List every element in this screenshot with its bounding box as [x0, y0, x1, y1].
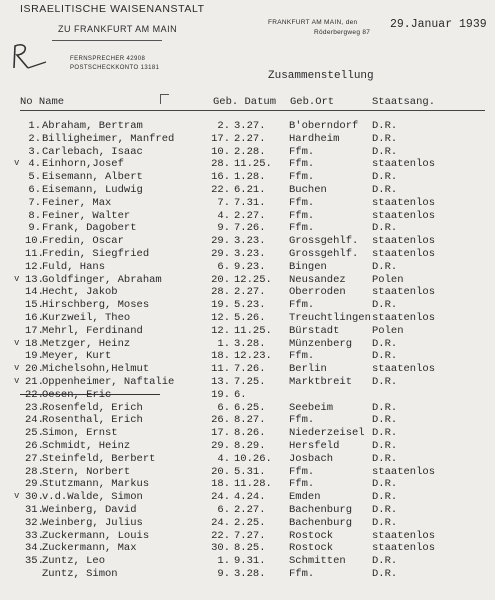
row-birth-place: Emden — [289, 491, 321, 504]
row-birth-day: 4. — [217, 209, 230, 222]
row-name: Schmidt, Heinz — [42, 439, 131, 452]
row-birth-place: Ffm. — [289, 209, 315, 222]
row-birth-place: Ffm. — [289, 414, 315, 427]
row-birth-month-year: 4.24. — [234, 491, 266, 504]
letterhead-place-label: FRANKFURT AM MAIN, den — [268, 19, 358, 26]
row-birth-place: Grossgehlf. — [289, 247, 359, 260]
row-birth-place: Ffm. — [289, 145, 315, 158]
row-birth-day: 17. — [211, 132, 230, 145]
row-birth-day: 12. — [211, 311, 230, 324]
row-number: 17. — [25, 324, 44, 337]
row-birth-place: Ffm. — [289, 222, 315, 235]
row-birth-place: Hardheim — [289, 132, 340, 145]
row-nationality: D.R. — [372, 401, 398, 414]
row-birth-place: B'oberndorf — [289, 120, 359, 132]
strikethrough-line — [20, 394, 160, 395]
row-birth-day: 24. — [211, 491, 230, 504]
header-birth-date: Geb. Datum — [213, 96, 277, 108]
list-row — [0, 376, 495, 389]
list-row — [0, 555, 495, 568]
list-row — [0, 466, 495, 479]
check-mark: v — [14, 158, 20, 169]
row-nationality: D.R. — [372, 555, 398, 568]
row-birth-place: Seebeim — [289, 401, 334, 414]
row-birth-day: 4. — [217, 452, 230, 465]
list-row — [0, 235, 495, 248]
check-mark: v — [14, 363, 20, 374]
row-birth-place: Schmitten — [289, 555, 346, 568]
list-row — [0, 325, 495, 338]
row-number: 22. — [25, 388, 44, 401]
row-nationality: staatenlos — [372, 465, 436, 478]
row-nationality: Polen — [372, 324, 404, 337]
row-nationality: D.R. — [372, 503, 398, 516]
row-birth-month-year: 11.25. — [234, 324, 272, 337]
row-number: 4. — [28, 158, 41, 171]
row-birth-place: Ffm. — [289, 171, 315, 184]
row-birth-day: 26. — [211, 414, 230, 427]
row-birth-month-year: 3.23. — [234, 235, 266, 248]
list-row — [0, 363, 495, 376]
letterhead-street: Röderbergweg 87 — [314, 29, 371, 36]
row-birth-day: 6. — [217, 503, 230, 516]
check-mark: v — [14, 337, 20, 348]
row-birth-day: 29. — [211, 235, 230, 248]
row-number: 1. — [28, 120, 41, 132]
list-row — [0, 210, 495, 223]
header-birth-place: Geb.Ort — [290, 96, 335, 108]
row-name: Feiner, Max — [42, 196, 112, 209]
row-name: Stutzmann, Markus — [42, 478, 150, 491]
row-birth-month-year: 3.27. — [234, 120, 266, 132]
row-birth-month-year: 6.25. — [234, 401, 266, 414]
row-birth-month-year: 8.27. — [234, 414, 266, 427]
row-birth-month-year: 5.23. — [234, 299, 266, 312]
row-number: 14. — [25, 286, 44, 299]
row-nationality: D.R. — [372, 375, 398, 388]
row-birth-month-year: 5.31. — [234, 465, 266, 478]
list-row — [0, 414, 495, 427]
row-name: Rosenfeld, Erich — [42, 401, 143, 414]
row-nationality: staatenlos — [372, 158, 436, 171]
list-row — [0, 120, 495, 133]
row-birth-month-year: 3.23. — [234, 247, 266, 260]
list-row — [0, 542, 495, 555]
row-birth-place: Bachenburg — [289, 503, 353, 516]
row-number: 3. — [28, 145, 41, 158]
letterhead-address — [268, 18, 370, 38]
row-nationality: staatenlos — [372, 286, 436, 299]
row-number: 32. — [25, 516, 44, 529]
row-birth-month-year: 7.25. — [234, 375, 266, 388]
row-number: 26. — [25, 439, 44, 452]
row-birth-month-year: 6. — [234, 388, 247, 401]
row-birth-day: 7. — [217, 196, 230, 209]
row-name: Einhorn,Josef — [42, 158, 124, 171]
header-no-name: No Name — [20, 96, 65, 108]
row-birth-day: 20. — [211, 273, 230, 286]
row-nationality: D.R. — [372, 120, 398, 132]
list-row — [0, 504, 495, 517]
row-birth-place: Josbach — [289, 452, 334, 465]
row-nationality: D.R. — [372, 260, 398, 273]
row-birth-place: Ffm. — [289, 567, 315, 580]
row-birth-month-year: 2.27. — [234, 209, 266, 222]
row-birth-place: Oberroden — [289, 286, 346, 299]
letterhead-city: ZU FRANKFURT AM MAIN — [58, 24, 178, 34]
row-birth-month-year: 7.26. — [234, 363, 266, 376]
row-nationality: D.R. — [372, 439, 398, 452]
row-number: 11. — [25, 247, 44, 260]
row-nationality: D.R. — [372, 478, 398, 491]
row-birth-place: Niederzeisel — [289, 427, 365, 440]
row-nationality: staatenlos — [372, 363, 436, 376]
list-row — [0, 312, 495, 325]
row-birth-place: Bürstadt — [289, 324, 340, 337]
row-number: 13. — [25, 273, 44, 286]
row-birth-day: 16. — [211, 171, 230, 184]
row-name: Billigheimer, Manfred — [42, 132, 175, 145]
row-birth-month-year: 8.29. — [234, 439, 266, 452]
row-birth-month-year: 2.28. — [234, 145, 266, 158]
row-birth-month-year: 2.27. — [234, 503, 266, 516]
row-birth-month-year: 1.28. — [234, 171, 266, 184]
row-birth-place: Rostock — [289, 529, 334, 542]
row-birth-day: 6. — [217, 401, 230, 414]
row-name: Zuckermann, Max — [42, 542, 137, 555]
document-date: 29.Januar 1939 — [390, 18, 487, 31]
row-name: Weinberg, Julius — [42, 516, 143, 529]
row-name: Zuntz, Leo — [42, 555, 106, 568]
row-number: 35. — [25, 555, 44, 568]
letterhead-rule — [52, 40, 162, 41]
row-birth-day: 6. — [217, 260, 230, 273]
row-name: Weinberg, David — [42, 503, 137, 516]
row-name: Stern, Norbert — [42, 465, 131, 478]
row-birth-month-year: 10.26. — [234, 452, 272, 465]
row-birth-place: Neusandez — [289, 273, 346, 286]
row-nationality: Polen — [372, 273, 404, 286]
row-birth-place: Ffm. — [289, 478, 315, 491]
row-number: 16. — [25, 311, 44, 324]
row-birth-day: 17. — [211, 427, 230, 440]
row-birth-day: 13. — [211, 375, 230, 388]
list-row — [0, 286, 495, 299]
row-number: 31. — [25, 503, 44, 516]
row-nationality: D.R. — [372, 516, 398, 529]
row-name: Carlebach, Isaac — [42, 145, 143, 158]
row-nationality: D.R. — [372, 491, 398, 504]
row-name: Metzger, Heinz — [42, 337, 131, 350]
list-row — [0, 389, 495, 402]
row-number: 29. — [25, 478, 44, 491]
row-birth-month-year: 7.31. — [234, 196, 266, 209]
row-birth-place: Grossgehlf. — [289, 235, 359, 248]
row-birth-month-year: 3.28. — [234, 337, 266, 350]
letterhead-phone: FERNSPRECHER 42908 — [70, 56, 146, 62]
row-nationality: staatenlos — [372, 542, 436, 555]
row-name: Steinfeld, Berbert — [42, 452, 156, 465]
row-birth-month-year: 2.27. — [234, 286, 266, 299]
row-name: Rosenthal, Erich — [42, 414, 143, 427]
row-name: Hecht, Jakob — [42, 286, 118, 299]
header-nationality: Staatsang. — [372, 96, 436, 108]
row-birth-place: Ffm. — [289, 196, 315, 209]
row-name: Kurzweil, Theo — [42, 311, 131, 324]
row-birth-day: 22. — [211, 529, 230, 542]
row-number: 30. — [25, 491, 44, 504]
list-row — [0, 197, 495, 210]
row-birth-place: Berlin — [289, 363, 327, 376]
row-birth-place: Rostock — [289, 542, 334, 555]
list-row — [0, 146, 495, 159]
row-birth-day: 12. — [211, 324, 230, 337]
row-birth-day: 9. — [217, 567, 230, 580]
row-nationality: D.R. — [372, 452, 398, 465]
row-birth-place: Ffm. — [289, 465, 315, 478]
letterhead-contact — [70, 55, 159, 73]
row-nationality: staatenlos — [372, 235, 436, 248]
row-birth-place: Bachenburg — [289, 516, 353, 529]
row-birth-month-year: 5.26. — [234, 311, 266, 324]
row-birth-day: 1. — [217, 555, 230, 568]
row-number: 21. — [25, 375, 44, 388]
row-name: v.d.Walde, Simon — [42, 491, 143, 504]
row-nationality: D.R. — [372, 350, 398, 363]
row-number: 10. — [25, 235, 44, 248]
list-row — [0, 453, 495, 466]
row-name: Zuckermann, Louis — [42, 529, 150, 542]
row-name: Feiner, Walter — [42, 209, 131, 222]
row-birth-day: 11. — [211, 363, 230, 376]
list-row — [0, 402, 495, 415]
row-name: Abraham, Bertram — [42, 120, 143, 132]
header-tick-mark — [160, 94, 169, 104]
row-number: 24. — [25, 414, 44, 427]
row-nationality: D.R. — [372, 414, 398, 427]
row-nationality: D.R. — [372, 222, 398, 235]
letterhead-name: ISRAELITISCHE WAISENANSTALT — [20, 3, 205, 15]
row-birth-month-year: 2.27. — [234, 132, 266, 145]
row-birth-day: 19. — [211, 388, 230, 401]
row-number: 9. — [28, 222, 41, 235]
list-subtitle: Zusammenstellung — [268, 70, 374, 82]
letterhead-postal: POSTSCHECKKONTO 13181 — [70, 65, 160, 71]
row-name: Eisemann, Albert — [42, 171, 143, 184]
row-birth-day: 9. — [217, 222, 230, 235]
list-row — [0, 133, 495, 146]
row-name: Simon, Ernst — [42, 427, 118, 440]
row-birth-day: 19. — [211, 299, 230, 312]
list-row — [0, 478, 495, 491]
row-nationality: D.R. — [372, 132, 398, 145]
list-row — [0, 222, 495, 235]
row-birth-day: 2. — [217, 120, 230, 132]
row-birth-day: 28. — [211, 286, 230, 299]
list-row — [0, 171, 495, 184]
row-number: 33. — [25, 529, 44, 542]
row-birth-day: 29. — [211, 439, 230, 452]
row-number: 7. — [28, 196, 41, 209]
row-birth-month-year: 9.23. — [234, 260, 266, 273]
row-birth-month-year: 12.25. — [234, 273, 272, 286]
row-name: Frank, Dagobert — [42, 222, 137, 235]
row-birth-place: Marktbreit — [289, 375, 353, 388]
list-row — [0, 427, 495, 440]
list-row — [0, 517, 495, 530]
row-birth-day: 24. — [211, 516, 230, 529]
header-rule — [20, 110, 485, 111]
row-birth-month-year: 9.31. — [234, 555, 266, 568]
row-number: 20. — [25, 363, 44, 376]
row-birth-day: 1. — [217, 337, 230, 350]
row-name: Fredin, Siegfried — [42, 247, 150, 260]
row-name: Zuntz, Simon — [42, 567, 118, 580]
list-row — [0, 568, 495, 581]
row-name: Eisemann, Ludwig — [42, 183, 143, 196]
row-nationality: staatenlos — [372, 311, 436, 324]
row-number: 8. — [28, 209, 41, 222]
check-mark: v — [14, 491, 20, 502]
row-number: 23. — [25, 401, 44, 414]
row-number: 19. — [25, 350, 44, 363]
row-name: Oppenheimer, Naftalie — [42, 375, 175, 388]
row-number: 18. — [25, 337, 44, 350]
row-birth-place: Münzenberg — [289, 337, 353, 350]
row-nationality: D.R. — [372, 183, 398, 196]
row-name: Meyer, Kurt — [42, 350, 112, 363]
row-name: Fredin, Oscar — [42, 235, 124, 248]
row-birth-day: 20. — [211, 465, 230, 478]
row-birth-day: 28. — [211, 158, 230, 171]
row-name: Hirschberg, Moses — [42, 299, 150, 312]
row-nationality: D.R. — [372, 145, 398, 158]
row-birth-place: Hersfeld — [289, 439, 340, 452]
row-number: 2. — [28, 132, 41, 145]
row-name: Mehrl, Ferdinand — [42, 324, 143, 337]
row-birth-place: Buchen — [289, 183, 327, 196]
row-birth-place: Treuchtlingen — [289, 311, 371, 324]
row-name: Michelsohn,Helmut — [42, 363, 150, 376]
row-number: 5. — [28, 171, 41, 184]
list-row — [0, 440, 495, 453]
row-birth-month-year: 8.25. — [234, 542, 266, 555]
row-birth-month-year: 11.28. — [234, 478, 272, 491]
row-birth-day: 30. — [211, 542, 230, 555]
list-row — [0, 261, 495, 274]
row-name: Fuld, Hans — [42, 260, 106, 273]
row-nationality: staatenlos — [372, 209, 436, 222]
row-birth-month-year: 8.26. — [234, 427, 266, 440]
children-list — [0, 120, 495, 581]
row-number: 34. — [25, 542, 44, 555]
row-birth-month-year: 7.27. — [234, 529, 266, 542]
row-birth-month-year: 7.26. — [234, 222, 266, 235]
row-birth-month-year: 6.21. — [234, 183, 266, 196]
check-mark: v — [14, 375, 20, 386]
row-nationality: D.R. — [372, 427, 398, 440]
row-number: 12. — [25, 260, 44, 273]
row-birth-day: 10. — [211, 145, 230, 158]
row-nationality: D.R. — [372, 299, 398, 312]
row-birth-place: Ffm. — [289, 350, 315, 363]
row-nationality: D.R. — [372, 171, 398, 184]
handwritten-initial-mark — [8, 40, 48, 72]
row-birth-month-year: 3.28. — [234, 567, 266, 580]
list-row — [0, 530, 495, 543]
row-number: 27. — [25, 452, 44, 465]
row-name: Goldfinger, Abraham — [42, 273, 162, 286]
row-birth-month-year: 12.23. — [234, 350, 272, 363]
row-birth-day: 18. — [211, 478, 230, 491]
row-nationality: staatenlos — [372, 247, 436, 260]
row-nationality: staatenlos — [372, 196, 436, 209]
row-nationality: D.R. — [372, 567, 398, 580]
list-row — [0, 491, 495, 504]
list-row — [0, 299, 495, 312]
list-row — [0, 158, 495, 171]
row-birth-day: 22. — [211, 183, 230, 196]
check-mark: v — [14, 273, 20, 284]
row-number: 15. — [25, 299, 44, 312]
row-birth-month-year: 11.25. — [234, 158, 272, 171]
row-name: Oesen, Eric — [42, 388, 112, 401]
row-birth-place: Ffm. — [289, 158, 315, 171]
row-nationality: D.R. — [372, 337, 398, 350]
list-row — [0, 184, 495, 197]
row-birth-day: 18. — [211, 350, 230, 363]
list-row — [0, 338, 495, 351]
row-birth-day: 29. — [211, 247, 230, 260]
list-row — [0, 248, 495, 261]
row-birth-month-year: 2.25. — [234, 516, 266, 529]
row-number: 6. — [28, 183, 41, 196]
row-birth-place: Ffm. — [289, 299, 315, 312]
row-number: 28. — [25, 465, 44, 478]
row-birth-place: Bingen — [289, 260, 327, 273]
row-number: 25. — [25, 427, 44, 440]
list-row — [0, 350, 495, 363]
list-row — [0, 274, 495, 287]
row-nationality: staatenlos — [372, 529, 436, 542]
